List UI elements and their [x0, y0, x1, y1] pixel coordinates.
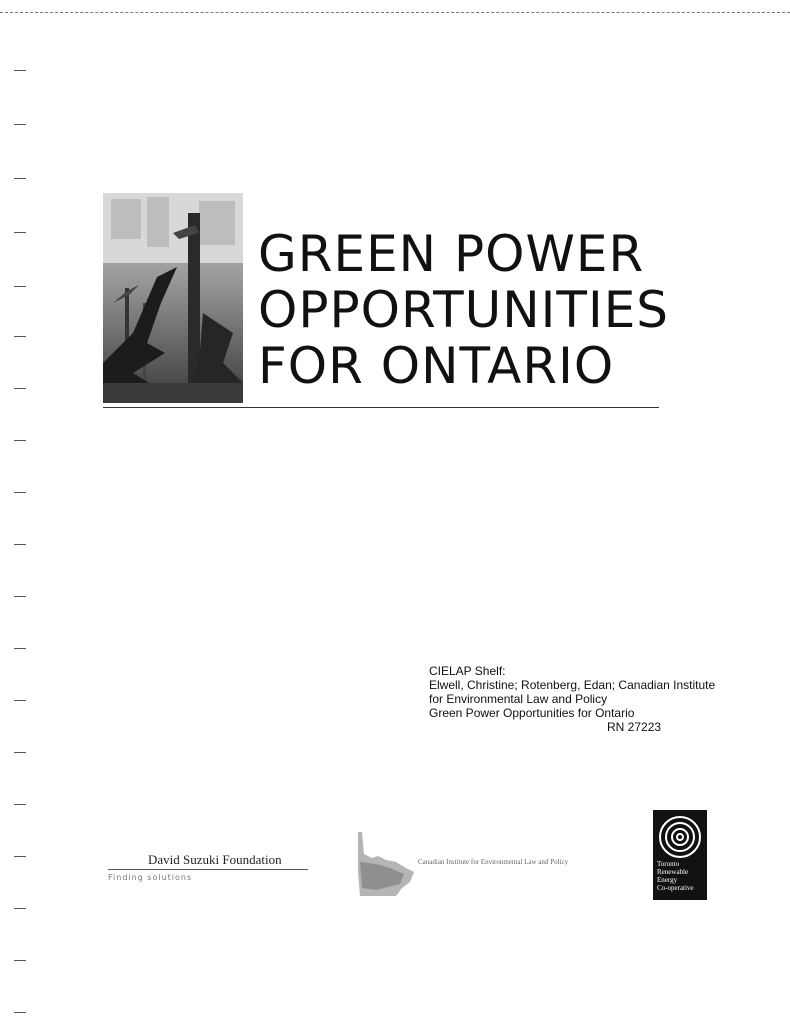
dsf-name: David Suzuki Foundation — [148, 852, 282, 867]
cielap-name: Canadian Institute for Environmental Law and Policy — [418, 858, 569, 866]
trec-line-3: Energy — [657, 876, 678, 884]
title-line-1: GREEN POWER — [258, 225, 645, 283]
trec-line-2: Renewable — [657, 868, 689, 876]
scan-top-edge — [0, 12, 790, 13]
title-underline — [103, 407, 659, 408]
shelf-authors: Elwell, Christine; Rotenberg, Edan; Canadian Institute — [429, 678, 716, 692]
shelf-heading: CIELAP Shelf: — [429, 664, 506, 678]
cielap-map-icon — [356, 832, 416, 896]
trec-logo — [653, 810, 707, 900]
shelf-label — [429, 664, 769, 734]
scan-margin-marks — [14, 60, 30, 1020]
shelf-record-number: RN 27223 — [607, 720, 662, 734]
trec-line-1: Toronto — [657, 860, 680, 868]
trec-line-4: Co-operative — [657, 884, 694, 892]
dsf-rule — [108, 869, 308, 870]
title-line-3: FOR ONTARIO — [258, 337, 615, 395]
dsf-tagline: Finding solutions — [108, 873, 193, 882]
wind-turbine-photo — [103, 193, 243, 403]
shelf-authors-cont: for Environmental Law and Policy — [429, 692, 608, 706]
trec-name — [657, 860, 707, 892]
spiral-icon — [656, 814, 704, 860]
document-title — [258, 226, 669, 394]
title-line-2: OPPORTUNITIES — [258, 281, 670, 339]
david-suzuki-foundation-logo — [108, 852, 328, 882]
shelf-title: Green Power Opportunities for Ontario — [429, 706, 635, 720]
